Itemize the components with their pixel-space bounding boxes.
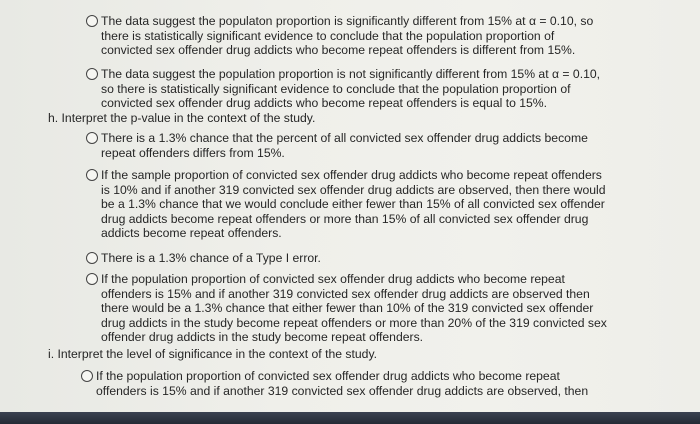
option-text: The data suggest the population proportion is not significantly different from 15% at α = 0.10, so there is statistically significant evidence to conclude that the population proportion of convicted sex offender drug addicts who become repeat offenders is equal to 15%. — [101, 67, 601, 111]
question-h-label: h. Interpret the p-value in the context of the study. — [48, 111, 316, 125]
option-text: If the population proportion of convicted sex offender drug addicts who become repeat offenders is 15% and if another 319 convicted sex offender drug addicts are observed then there would be a 1.3% chance that either fewer than 10% of the 319 convicted sex offender drug addicts in the study become repeat offenders or more than 20% of the 319 convicted sex offender drug addicts in the study become repeat offenders. — [101, 272, 607, 345]
radio-button[interactable] — [86, 252, 98, 264]
option-i-population-proportion[interactable] — [81, 369, 588, 398]
radio-button[interactable] — [86, 132, 98, 144]
option-g-significant[interactable] — [86, 14, 593, 58]
question-i-label: i. Interpret the level of significance in the context of the study. — [48, 347, 378, 361]
radio-button[interactable] — [86, 169, 98, 181]
option-h-population-proportion[interactable] — [86, 272, 607, 345]
option-text: There is a 1.3% chance of a Type I error. — [101, 251, 321, 265]
screen-bottom-edge — [0, 412, 700, 424]
option-text: There is a 1.3% chance that the percent of all convicted sex offender drug addicts become repeat offenders differs from 15%. — [101, 131, 588, 160]
option-text: The data suggest the populaton proportion is significantly different from 15% at α = 0.10, so there is statistically significant evidence to conclude that the population proportion of convicted sex offender drug addicts who become repeat offenders is different from 15%. — [101, 14, 594, 58]
radio-button[interactable] — [86, 15, 98, 27]
option-h-percent-differs[interactable] — [86, 131, 588, 160]
radio-button[interactable] — [86, 68, 98, 80]
option-text: If the sample proportion of convicted sex offender drug addicts who become repeat offenders is 10% and if another 319 convicted sex offender drug addicts are observed, then there would be a 1.3% chance that we would conclude either fewer than 15% of all convicted sex offender drug addicts become repeat offenders or more than 15% of all convicted sex offender drug addicts become repeat offenders. — [101, 168, 606, 241]
option-text: If the population proportion of convicted sex offender drug addicts who become repeat offenders is 15% and if another 319 convicted sex offender drug addicts are observed, then — [96, 369, 589, 398]
radio-button[interactable] — [81, 370, 93, 382]
option-h-sample-proportion[interactable] — [86, 168, 606, 241]
radio-button[interactable] — [86, 273, 98, 285]
option-h-type-one-error[interactable] — [86, 251, 321, 266]
option-g-not-significant[interactable] — [86, 67, 600, 111]
